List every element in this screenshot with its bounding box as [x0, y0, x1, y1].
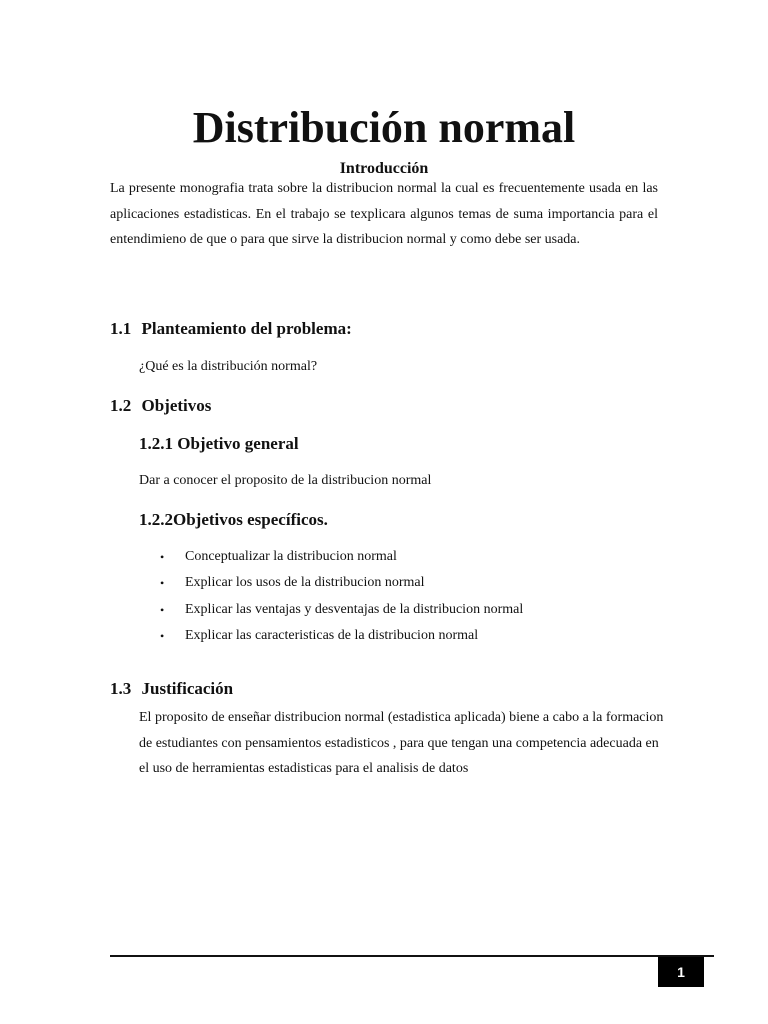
bullet-icon: • [160, 628, 165, 643]
section-title: Planteamiento del problema: [141, 319, 352, 338]
intro-heading: Introducción [339, 160, 429, 177]
bullet-icon: • [160, 576, 165, 591]
section-number: 1.2 [110, 396, 132, 415]
section-number: 1.3 [110, 679, 132, 698]
list-item-text: Explicar las caracteristicas de la distribucion normal [185, 627, 479, 643]
subsection-heading-1-2-2: 1.2.2Objetivos específicos. [139, 510, 328, 529]
list-item [160, 626, 523, 652]
section-title: Justificación [141, 679, 234, 698]
section-title: Objetivos [141, 396, 212, 415]
problem-question: ¿Qué es la distribución normal? [139, 359, 318, 374]
bullet-icon: • [160, 602, 165, 617]
section-number: 1.1 [110, 319, 132, 338]
general-objective-text: Dar a conocer el proposito de la distribucion normal [139, 473, 432, 488]
section-heading-1-3 [110, 678, 233, 700]
footer-divider [110, 955, 714, 957]
list-item [160, 573, 523, 599]
list-item-text: Conceptualizar la distribucion normal [185, 549, 397, 564]
list-item [160, 547, 523, 573]
list-item [160, 600, 523, 626]
page-number: 1 [658, 957, 704, 987]
bullet-icon: • [160, 550, 165, 564]
subsection-heading-1-2-1: 1.2.1 Objetivo general [139, 434, 299, 453]
specific-objectives-list [160, 547, 523, 652]
section-heading-1-1 [110, 318, 352, 340]
justification-paragraph: El proposito de enseñar distribucion normal (estadistica aplicada) biene a cabo a la formacion de estudiantes con pensamientos estadisticos , para que tengan una competencia adecuada en el uso de herramientas estadisticas para el analisis de datos [139, 710, 664, 776]
list-item-text: Explicar las ventajas y desventajas de la distribucion normal [185, 601, 524, 617]
list-item-text: Explicar los usos de la distribucion normal [185, 575, 425, 591]
section-heading-1-2 [110, 395, 211, 417]
document-title: Distribución normal [192, 103, 576, 152]
intro-paragraph: La presente monografia trata sobre la distribucion normal la cual es frecuentemente usada en las aplicaciones estadisticas. En el trabajo se texplicara algunos temas de suma importancia para el entendimieno de que o para que sirve la distribucion normal y como debe ser usada. [110, 181, 658, 247]
